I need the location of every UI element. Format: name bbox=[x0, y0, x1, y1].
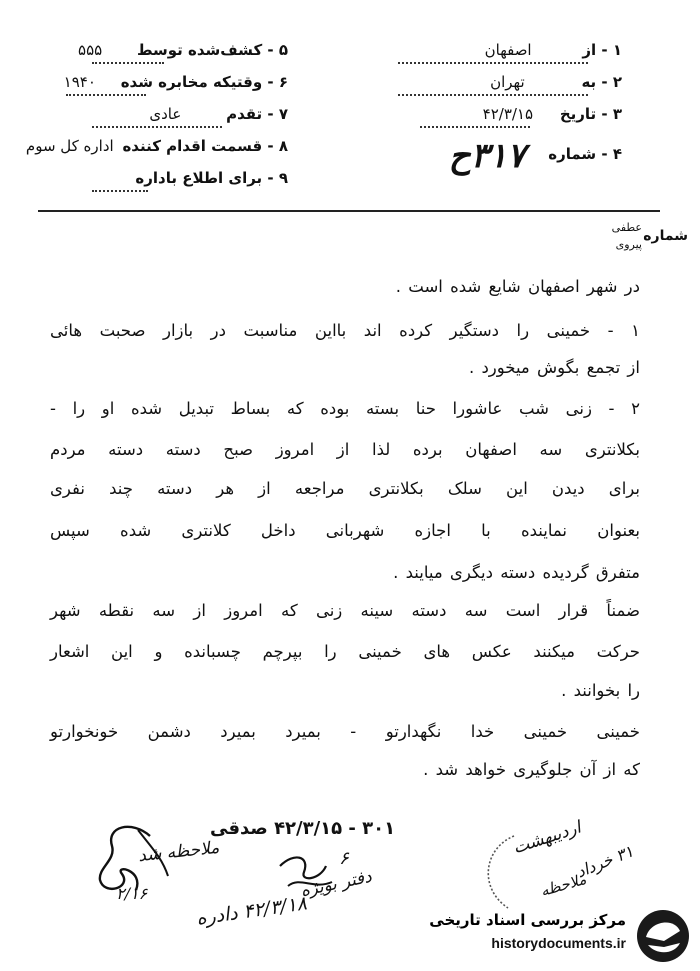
signature-scribble-center bbox=[270, 846, 340, 906]
body-line: را بخوانند . bbox=[561, 681, 640, 700]
watermark bbox=[400, 905, 696, 967]
sender-line: ۳۰۱ - ۴۲/۳/۱۵ صدقی bbox=[210, 818, 396, 839]
header-divider bbox=[38, 210, 660, 212]
field-date: ۳ - تاریخ ۴۲/۳/۱۵ bbox=[482, 105, 622, 123]
handwritten-note-center: دفتر بویژه bbox=[298, 866, 374, 902]
watermark-url: historydocuments.ir bbox=[491, 935, 626, 951]
body-line: که از آن جلوگیری خواهد شد . bbox=[423, 760, 640, 779]
dotted-line bbox=[398, 62, 588, 64]
handwritten-number-center: ۶ bbox=[339, 848, 349, 869]
reference-block: شماره عطفی پیروی bbox=[611, 221, 688, 251]
watermark-title: مرکز بررسی اسناد تاریخی bbox=[429, 911, 626, 929]
body-line: در شهر اصفهان شایع شده است . bbox=[395, 277, 640, 296]
field-decoded-by: ۵ - کشف‌شده توسط ۵۵۵ bbox=[78, 41, 288, 59]
body-line: برای دیدن این سلک بکلانتری مراجعه از هر دسته چند نفری bbox=[50, 479, 640, 498]
field-priority: ۷ - تقدم عادی bbox=[149, 105, 288, 123]
handwritten-note-right-c: ملاحظه bbox=[538, 869, 589, 901]
handwritten-date-center: ۴۲/۳/۱۸ دادره bbox=[195, 892, 309, 930]
dotted-line bbox=[92, 126, 222, 128]
body-line: از تجمع بگوش میخورد . bbox=[468, 358, 640, 377]
body-line: بکلانتری سه اصفهان برده لذا از امروز صبح دسته دسته مردم bbox=[50, 440, 640, 459]
handwritten-note-left: ملاحظه شد bbox=[137, 837, 221, 867]
field-info: ۹ - برای اطلاع باداره bbox=[135, 169, 288, 187]
dotted-line bbox=[92, 62, 164, 64]
handwritten-date-left: ۲/۱۶ bbox=[116, 884, 148, 903]
field-from: ۱ - از اصفهان bbox=[484, 41, 622, 59]
field-transmitted: ۶ - وقتیکه مخابره شده ۱۹۴۰ bbox=[63, 73, 288, 91]
dotted-line bbox=[398, 94, 588, 96]
field-to: ۲ - به تهران bbox=[490, 73, 622, 91]
dotted-line bbox=[66, 94, 146, 96]
body-line: ۱ - خمینی را دستگیر کرده اند بااین مناسبت در بازار صحبت هائی bbox=[50, 321, 640, 340]
field-action-dept: ۸ - قسمت اقدام کننده اداره کل سوم bbox=[25, 137, 288, 155]
body-line: خمینی خمینی خدا نگهدارتو - بمیرد بمیرد دشمن خونخوارتو bbox=[50, 722, 640, 741]
body-line: متفرق گردیده دسته دیگری میایند . bbox=[393, 563, 640, 582]
body-line: ۲ - زنی شب عاشورا حنا بسته بوده که بساط تبدیل شده او را - bbox=[50, 399, 640, 418]
handwritten-note-right-b: ۳۱ خرداد bbox=[573, 841, 637, 882]
field-number: ۴ - شماره ۳۱۷ح bbox=[448, 136, 622, 176]
archive-logo-icon bbox=[634, 907, 692, 965]
body-line: ضمناً قرار است سه دسته سینه زنی که امروز از سه نقطه شهر bbox=[50, 601, 640, 620]
body-line: بعنوان نماینده با اجازه شهربانی داخل کلانتری شده سپس bbox=[50, 521, 640, 540]
body-line: حرکت میکنند عکس های خمینی را بپرچم چسبانده و این اشعار bbox=[50, 642, 640, 661]
dotted-line bbox=[420, 126, 530, 128]
dotted-line bbox=[92, 190, 148, 192]
signature-scribble-left bbox=[92, 818, 182, 910]
handwritten-note-right-a: اردیبهشت bbox=[510, 817, 584, 859]
